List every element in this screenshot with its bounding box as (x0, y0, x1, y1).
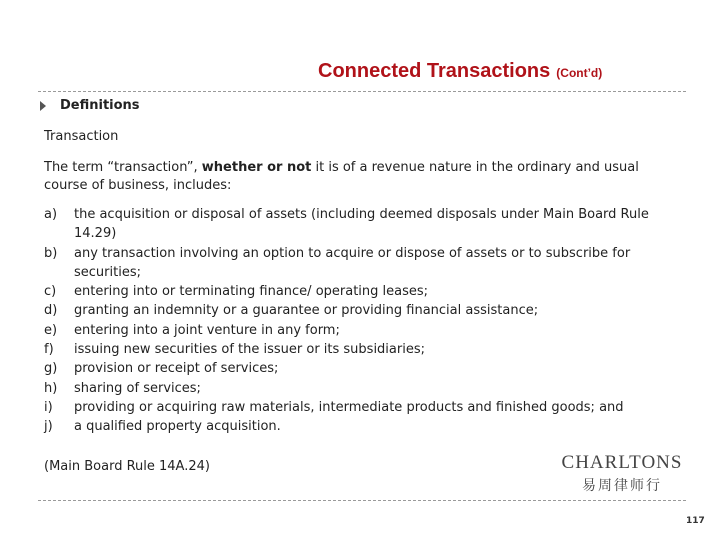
transaction-list (44, 205, 664, 437)
slide-title (318, 60, 602, 83)
list-marker: d) (44, 303, 58, 319)
list-item (44, 301, 664, 320)
top-divider (38, 91, 686, 92)
list-item (44, 321, 664, 340)
rule-reference: (Main Board Rule 14A.24) (44, 459, 210, 474)
list-marker: g) (44, 361, 58, 377)
logo-chinese: 易周律师行 (582, 478, 662, 494)
list-item-text: the acquisition or disposal of assets (including deemed disposals under Main Board Rule 14.29) (74, 207, 649, 242)
list-marker: a) (44, 207, 58, 222)
list-item-text: provision or receipt of services; (74, 361, 279, 377)
logo-english: CHARLTONS (561, 452, 683, 473)
list-marker: c) (44, 284, 57, 300)
list-item (44, 379, 664, 398)
page-number: 117 (686, 516, 705, 526)
intro-paragraph (44, 159, 684, 195)
list-item-text: granting an indemnity or a guarantee or providing financial assistance; (74, 303, 539, 319)
list-item-text: providing or acquiring raw materials, intermediate products and finished goods; and (74, 399, 624, 415)
list-item (44, 417, 664, 436)
subheading: Transaction (44, 129, 119, 144)
section-heading-label: Definitions (60, 98, 140, 113)
bottom-divider (38, 500, 686, 501)
list-item (44, 359, 664, 378)
list-item-text: a qualified property acquisition. (74, 419, 281, 435)
list-marker: b) (44, 245, 58, 261)
intro-bold: whether or not (201, 160, 312, 175)
list-marker: f) (44, 342, 54, 358)
intro-before: The term “transaction”, (44, 160, 202, 175)
list-item-text: issuing new securities of the issuer or its subsidiaries; (74, 342, 425, 358)
intro-after: it is of a revenue nature in the ordinary and usual course of business, includes: (44, 160, 639, 193)
list-item (44, 340, 664, 359)
list-marker: e) (44, 322, 58, 338)
list-item (44, 398, 664, 417)
list-item (44, 205, 664, 244)
list-marker: h) (44, 380, 58, 396)
list-marker: j) (44, 419, 53, 435)
slide-title-main: Connected Transactions (318, 60, 551, 82)
list-item (44, 282, 664, 301)
list-item-text: entering into or terminating finance/ operating leases; (74, 284, 429, 300)
list-item-text: any transaction involving an option to acquire or dispose of assets or to subscribe for securities; (74, 245, 631, 280)
list-marker: i) (44, 399, 53, 415)
list-item (44, 244, 664, 283)
charltons-logo (560, 452, 684, 495)
slide-title-suffix: (Cont’d) (556, 66, 603, 80)
list-item-text: entering into a joint venture in any form; (74, 322, 340, 338)
bullet-triangle-icon (40, 101, 46, 111)
section-heading (40, 98, 140, 113)
list-item-text: sharing of services; (74, 380, 201, 396)
